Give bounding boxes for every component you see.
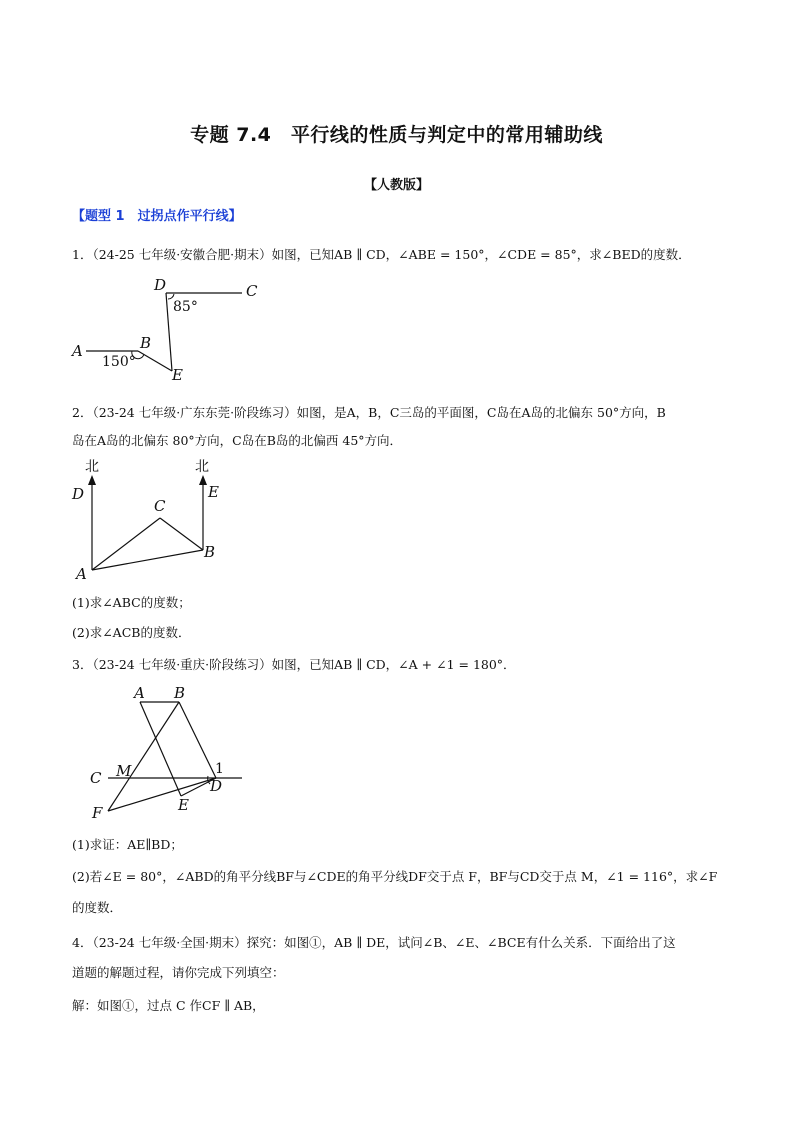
label-e: E [172, 366, 183, 384]
label-1: 1 [215, 761, 224, 777]
line-bf [108, 702, 179, 811]
label-b: B [174, 684, 186, 702]
line-ab [92, 550, 203, 570]
problem-4-line-2: 道题的解题过程，请你完成下列填空： [72, 965, 285, 980]
north-arrow-a [88, 475, 96, 485]
label-c: C [154, 497, 166, 515]
label-a: A [134, 684, 145, 702]
line-be [138, 351, 172, 371]
section-heading: 【题型 1 过拐点作平行线】 [72, 209, 242, 224]
problem-4-line-3: 解：如图①，过点 C 作CF ∥ AB， [72, 998, 265, 1013]
problem-2-question-2: (2)求∠ACB的度数． [72, 625, 191, 640]
label-f: F [92, 804, 103, 822]
label-e: E [208, 483, 219, 501]
page-title: 专题 7.4 平行线的性质与判定中的常用辅助线 [190, 124, 603, 146]
problem-3-question-2-line-2: 的度数． [72, 900, 123, 915]
label-a: A [76, 565, 87, 583]
line-cb [160, 518, 203, 550]
line-fd [108, 778, 216, 811]
problem-3-question-1: (1)求证：AE∥BD； [72, 837, 183, 852]
problem-2-question-1: (1)求∠ABC的度数； [72, 595, 191, 610]
edition-label: 【人教版】 [363, 178, 429, 193]
label-b: B [204, 543, 216, 561]
north-label-a: 北 [85, 459, 99, 475]
problem-2-figure [70, 455, 240, 583]
label-m: M [116, 762, 132, 780]
label-d: D [72, 485, 85, 503]
label-a: A [72, 342, 83, 360]
label-c: C [246, 282, 258, 300]
angle-label-150: 150° [102, 354, 136, 370]
problem-3-question-2-line-1: (2)若∠E = 80°，∠ABD的角平分线BF与∠CDE的角平分线DF交于点 F，BF与CD交于点 M，∠1 = 116°，求∠F [72, 869, 718, 884]
label-b: B [140, 334, 152, 352]
north-arrow-b [199, 475, 207, 485]
label-d: D [210, 777, 223, 795]
north-label-b: 北 [195, 459, 209, 475]
label-c: C [90, 769, 102, 787]
label-e: E [178, 796, 189, 814]
line-de [166, 293, 172, 371]
line-bd [179, 702, 216, 778]
line-ae [140, 702, 181, 796]
problem-2-line-1: 2．（23-24 七年级·广东东莞·阶段练习）如图，是A，B，C三岛的平面图，C岛在A岛的北偏东 50°方向，B [72, 405, 666, 420]
problem-2-line-2: 岛在A岛的北偏东 80°方向，C岛在B岛的北偏西 45°方向． [72, 433, 403, 448]
problem-3-text: 3．（23-24 七年级·重庆·阶段练习）如图，已知AB ∥ CD，∠A + ∠1 = 180°． [72, 657, 516, 672]
problem-3-figure [86, 684, 256, 824]
problem-1-text: 1．（24-25 七年级·安徽合肥·期末）如图，已知AB ∥ CD，∠ABE = 150°，∠CDE = 85°，求∠BED的度数． [72, 247, 691, 262]
line-ac [92, 518, 160, 570]
problem-1-figure [70, 276, 280, 386]
problem-4-line-1: 4．（23-24 七年级·全国·期末）探究：如图①，AB ∥ DE，试问∠B、∠E、∠BCE有什么关系．下面给出了这 [72, 935, 676, 950]
angle-label-85: 85° [173, 299, 198, 315]
label-d: D [154, 276, 167, 294]
